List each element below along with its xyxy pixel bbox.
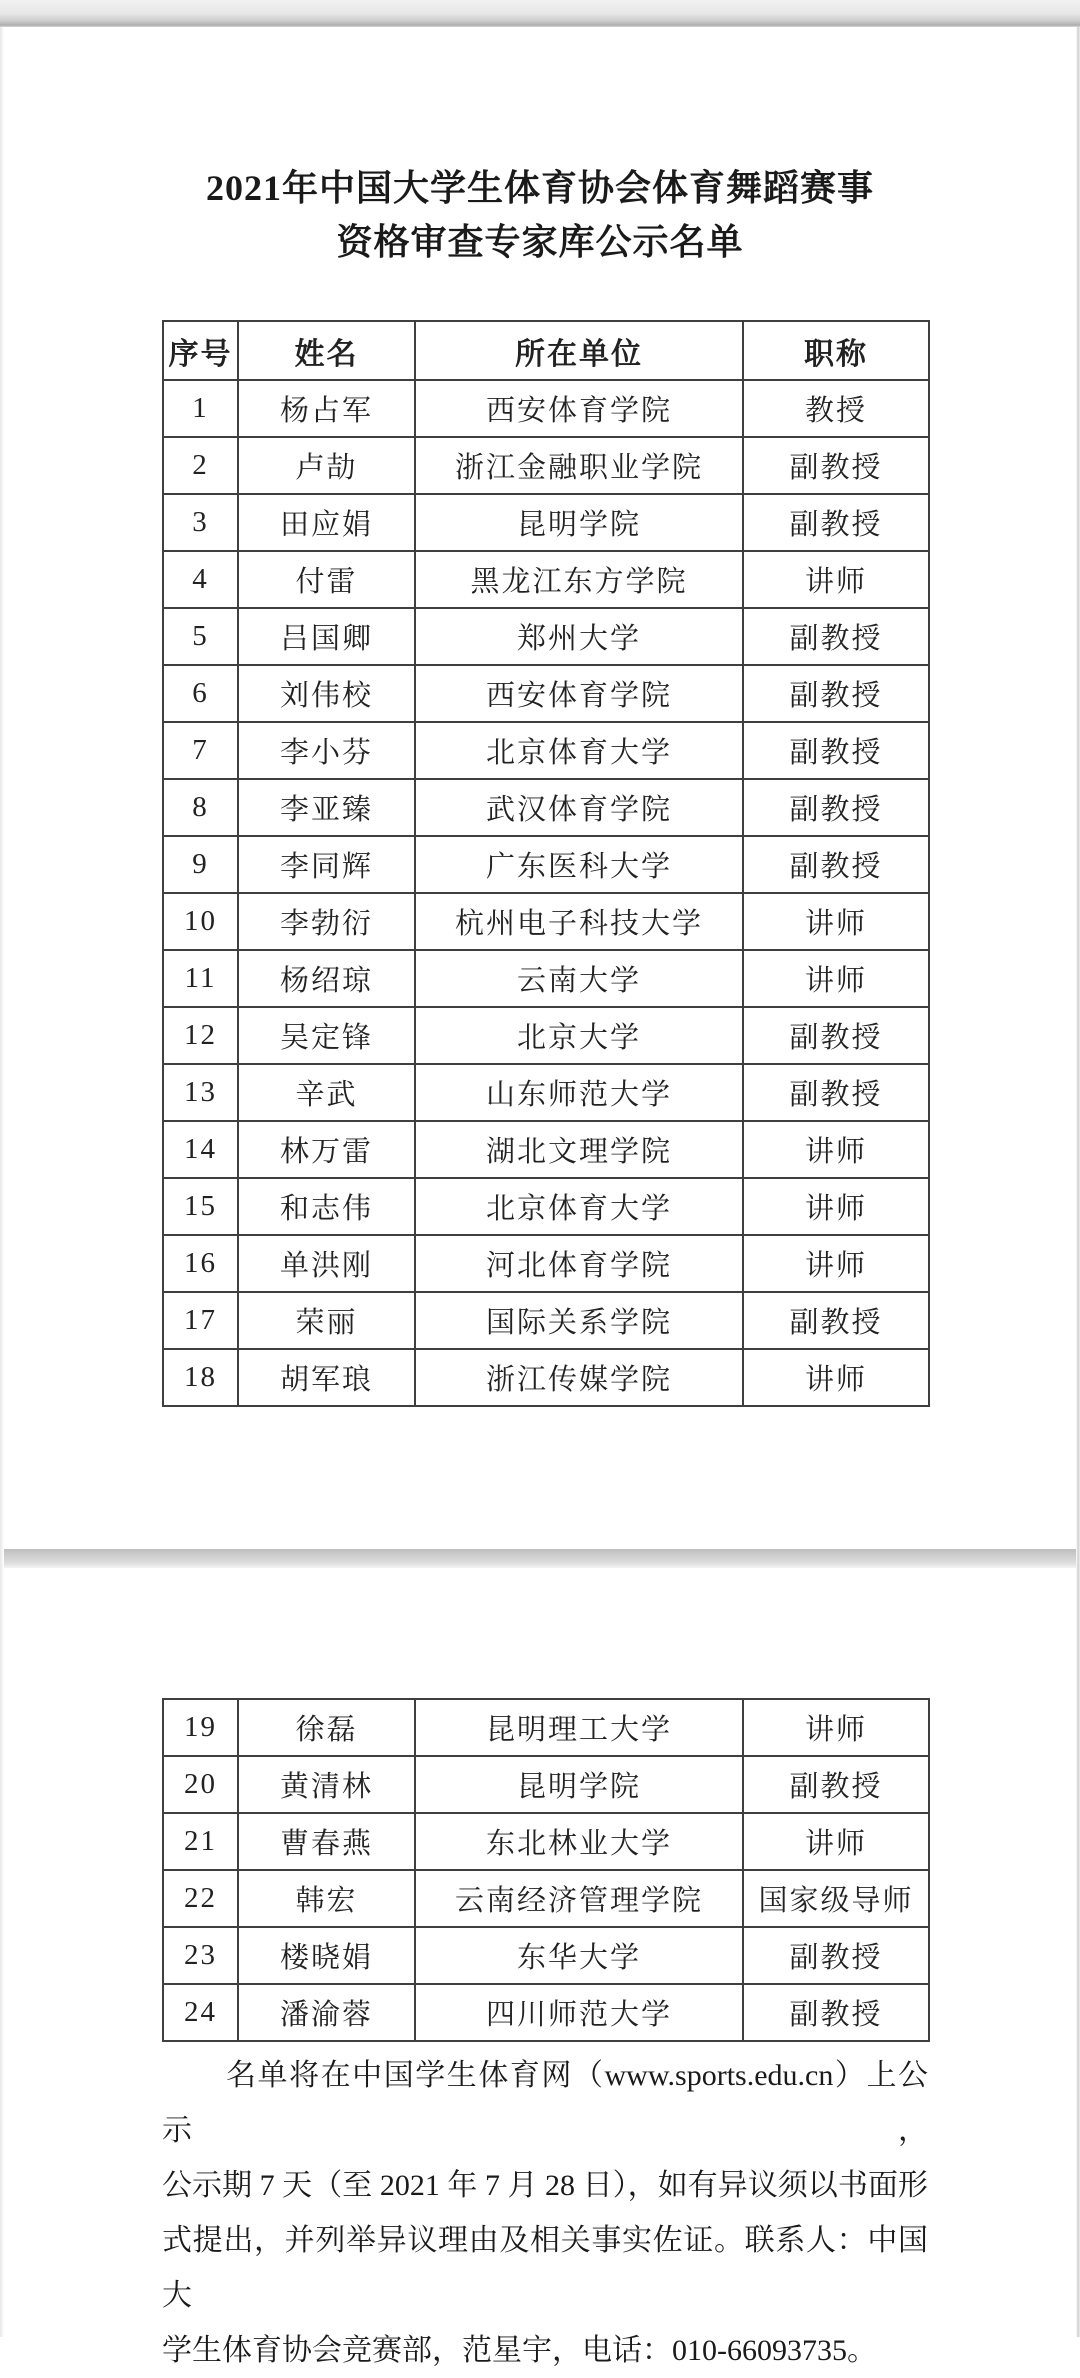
cell-organization: 湖北文理学院	[415, 1121, 743, 1178]
cell-index: 10	[163, 893, 238, 950]
cell-title: 副教授	[743, 779, 929, 836]
expert-table-page-1	[162, 320, 930, 1407]
cell-name: 胡军琅	[238, 1349, 415, 1406]
table-row	[163, 1235, 929, 1292]
col-header-name: 姓名	[238, 321, 415, 380]
cell-name: 李同辉	[238, 836, 415, 893]
cell-index: 17	[163, 1292, 238, 1349]
notice-line-4: 学生体育协会竞赛部，范星宇，电话：010-66093735。	[162, 2334, 877, 2367]
cell-organization: 昆明学院	[415, 1756, 743, 1813]
notice-line-3: 式提出，并列举异议理由及相关事实佐证。联系人：中国大	[162, 2224, 928, 2312]
table-row	[163, 1699, 929, 1756]
cell-organization: 西安体育学院	[415, 665, 743, 722]
cell-index: 19	[163, 1699, 238, 1756]
cell-index: 23	[163, 1927, 238, 1984]
cell-index: 22	[163, 1870, 238, 1927]
notice-line-2: 公示期 7 天（至 2021 年 7 月 28 日），如有异议须以书面形	[162, 2169, 928, 2202]
cell-organization: 东华大学	[415, 1927, 743, 1984]
cell-index: 5	[163, 608, 238, 665]
cell-name: 李亚臻	[238, 779, 415, 836]
cell-title: 副教授	[743, 1984, 929, 2041]
cell-title: 副教授	[743, 1927, 929, 1984]
cell-title: 讲师	[743, 1235, 929, 1292]
cell-index: 9	[163, 836, 238, 893]
cell-organization: 东北林业大学	[415, 1813, 743, 1870]
cell-title: 副教授	[743, 665, 929, 722]
table-row	[163, 608, 929, 665]
table-row	[163, 1870, 929, 1927]
table-row	[163, 779, 929, 836]
cell-organization: 郑州大学	[415, 608, 743, 665]
table-row	[163, 494, 929, 551]
cell-name: 田应娟	[238, 494, 415, 551]
table-row	[163, 1178, 929, 1235]
cell-organization: 国际关系学院	[415, 1292, 743, 1349]
notice-paragraph	[162, 2048, 928, 2378]
cell-name: 荣丽	[238, 1292, 415, 1349]
cell-organization: 北京体育大学	[415, 1178, 743, 1235]
cell-title: 讲师	[743, 893, 929, 950]
cell-name: 单洪刚	[238, 1235, 415, 1292]
cell-organization: 云南大学	[415, 950, 743, 1007]
cell-index: 24	[163, 1984, 238, 2041]
table-row	[163, 722, 929, 779]
cell-name: 黄清林	[238, 1756, 415, 1813]
cell-index: 20	[163, 1756, 238, 1813]
table-row	[163, 1121, 929, 1178]
table-row	[163, 1007, 929, 1064]
cell-organization: 山东师范大学	[415, 1064, 743, 1121]
cell-name: 楼晓娟	[238, 1927, 415, 1984]
table-row	[163, 380, 929, 437]
cell-name: 徐磊	[238, 1699, 415, 1756]
table-row	[163, 1984, 929, 2041]
cell-title: 副教授	[743, 1064, 929, 1121]
cell-name: 林万雷	[238, 1121, 415, 1178]
cell-index: 12	[163, 1007, 238, 1064]
table-header-row	[163, 321, 929, 380]
cell-title: 国家级导师	[743, 1870, 929, 1927]
cell-title: 讲师	[743, 1349, 929, 1406]
cell-organization: 云南经济管理学院	[415, 1870, 743, 1927]
cell-organization: 北京体育大学	[415, 722, 743, 779]
cell-name: 韩宏	[238, 1870, 415, 1927]
cell-organization: 广东医科大学	[415, 836, 743, 893]
cell-organization: 浙江传媒学院	[415, 1349, 743, 1406]
cell-title: 讲师	[743, 1813, 929, 1870]
table-row	[163, 665, 929, 722]
cell-title: 副教授	[743, 437, 929, 494]
cell-name: 曹春燕	[238, 1813, 415, 1870]
cell-organization: 河北体育学院	[415, 1235, 743, 1292]
cell-title: 副教授	[743, 1007, 929, 1064]
cell-title: 讲师	[743, 1178, 929, 1235]
cell-title: 副教授	[743, 494, 929, 551]
cell-index: 11	[163, 950, 238, 1007]
cell-index: 14	[163, 1121, 238, 1178]
notice-line-1: 名单将在中国学生体育网（www.sports.edu.cn）上公示，	[162, 2059, 928, 2147]
cell-title: 副教授	[743, 1292, 929, 1349]
cell-name: 辛武	[238, 1064, 415, 1121]
cell-organization: 浙江金融职业学院	[415, 437, 743, 494]
page-separator	[0, 1549, 1080, 1568]
table-row	[163, 1927, 929, 1984]
cell-title: 副教授	[743, 608, 929, 665]
table-row	[163, 1349, 929, 1406]
cell-organization: 杭州电子科技大学	[415, 893, 743, 950]
cell-organization: 四川师范大学	[415, 1984, 743, 2041]
cell-title: 讲师	[743, 1699, 929, 1756]
title-line-1: 2021年中国大学生体育协会体育舞蹈赛事	[205, 168, 874, 208]
cell-index: 4	[163, 551, 238, 608]
cell-index: 13	[163, 1064, 238, 1121]
cell-organization: 昆明理工大学	[415, 1699, 743, 1756]
table-row	[163, 551, 929, 608]
col-header-organization: 所在单位	[415, 321, 743, 380]
viewer-left-edge	[0, 27, 4, 2337]
cell-index: 16	[163, 1235, 238, 1292]
cell-name: 刘伟校	[238, 665, 415, 722]
cell-name: 杨占军	[238, 380, 415, 437]
table-row	[163, 836, 929, 893]
cell-organization: 北京大学	[415, 1007, 743, 1064]
table-row	[163, 893, 929, 950]
cell-organization: 武汉体育学院	[415, 779, 743, 836]
cell-title: 讲师	[743, 551, 929, 608]
cell-title: 讲师	[743, 1121, 929, 1178]
cell-name: 潘渝蓉	[238, 1984, 415, 2041]
cell-title: 副教授	[743, 722, 929, 779]
cell-index: 7	[163, 722, 238, 779]
table-row	[163, 1064, 929, 1121]
table-row	[163, 950, 929, 1007]
col-header-title: 职称	[743, 321, 929, 380]
cell-name: 李小芬	[238, 722, 415, 779]
cell-name: 吕国卿	[238, 608, 415, 665]
cell-index: 2	[163, 437, 238, 494]
cell-organization: 昆明学院	[415, 494, 743, 551]
document-title	[0, 161, 1080, 269]
cell-name: 李勃衍	[238, 893, 415, 950]
cell-index: 8	[163, 779, 238, 836]
table-row	[163, 1292, 929, 1349]
cell-name: 付雷	[238, 551, 415, 608]
cell-index: 3	[163, 494, 238, 551]
cell-index: 1	[163, 380, 238, 437]
cell-name: 杨绍琼	[238, 950, 415, 1007]
title-line-2: 资格审查专家库公示名单	[336, 222, 744, 262]
table-row	[163, 1813, 929, 1870]
cell-organization: 黑龙江东方学院	[415, 551, 743, 608]
cell-index: 6	[163, 665, 238, 722]
cell-index: 21	[163, 1813, 238, 1870]
cell-name: 卢劼	[238, 437, 415, 494]
cell-index: 18	[163, 1349, 238, 1406]
viewer-top-edge	[0, 0, 1080, 27]
cell-organization: 西安体育学院	[415, 380, 743, 437]
cell-name: 和志伟	[238, 1178, 415, 1235]
cell-name: 吴定锋	[238, 1007, 415, 1064]
col-header-index: 序号	[163, 321, 238, 380]
cell-title: 教授	[743, 380, 929, 437]
expert-table-page-2	[162, 1698, 930, 2042]
table-row	[163, 437, 929, 494]
cell-title: 副教授	[743, 836, 929, 893]
cell-title: 副教授	[743, 1756, 929, 1813]
viewer-right-edge	[1076, 27, 1080, 2337]
cell-title: 讲师	[743, 950, 929, 1007]
table-row	[163, 1756, 929, 1813]
cell-index: 15	[163, 1178, 238, 1235]
